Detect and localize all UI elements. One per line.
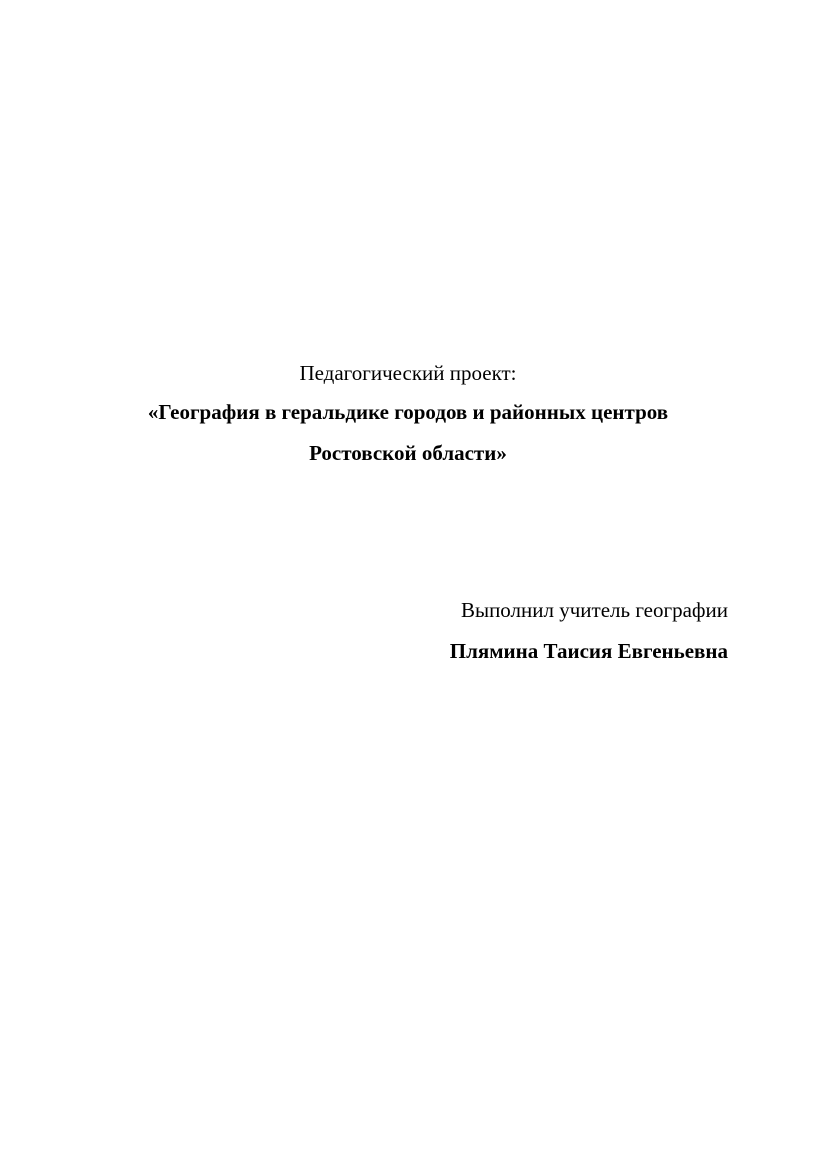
author-block — [450, 596, 728, 678]
author-label: Выполнил учитель географии — [460, 598, 728, 622]
project-title-line-1: «География в геральдике городов и районных центров — [147, 400, 669, 424]
project-title-line-2: Ростовской области» — [309, 441, 507, 465]
project-type-label: Педагогический проект: — [299, 361, 517, 385]
author-name: Плямина Таисия Евгеньевна — [449, 639, 728, 663]
